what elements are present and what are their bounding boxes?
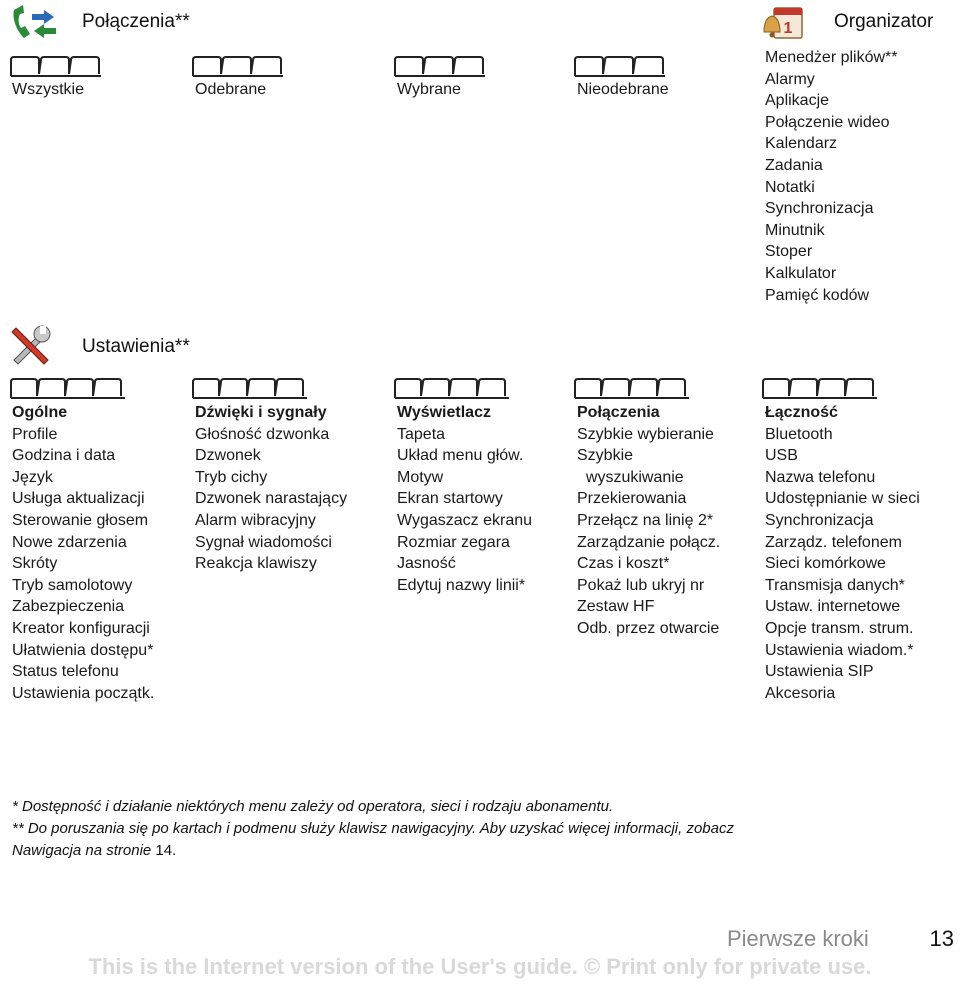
list-item[interactable]: Notatki bbox=[765, 178, 815, 196]
footnote-navigation: ** Do poruszania się po kartach i podmenu służy klawisz nawigacyjny. Aby uzyskać więcej informacji, zobacz bbox=[12, 820, 734, 837]
page-reference: 14. bbox=[155, 842, 177, 859]
list-item[interactable]: Wygaszacz ekranu bbox=[397, 511, 533, 529]
list-item[interactable]: Przełącz na linię 2* bbox=[577, 511, 714, 529]
tab-strip-icon bbox=[762, 376, 878, 398]
list-item[interactable]: Synchronizacja bbox=[765, 200, 874, 218]
list-item[interactable]: Głośność dzwonka bbox=[195, 425, 330, 443]
settings-column-general bbox=[12, 402, 154, 704]
list-item[interactable]: Szybkie bbox=[577, 447, 634, 465]
tab-calls-settings[interactable]: Połączenia bbox=[577, 404, 660, 421]
section-label: Pierwsze kroki bbox=[727, 926, 869, 951]
list-item[interactable]: Szybkie wybieranie bbox=[577, 425, 714, 443]
list-item[interactable]: Udostępnianie w sieci bbox=[765, 490, 920, 508]
list-item[interactable]: Menedżer plików** bbox=[765, 49, 898, 66]
list-item[interactable]: Ustawienia SIP bbox=[765, 663, 874, 681]
tab-strip-icon bbox=[10, 54, 102, 76]
list-item[interactable]: Język bbox=[12, 468, 53, 486]
list-item[interactable]: Nazwa telefonu bbox=[765, 468, 876, 486]
tab-missed[interactable]: Nieodebrane bbox=[577, 81, 669, 98]
list-item[interactable]: Ekran startowy bbox=[397, 490, 503, 508]
list-item[interactable]: Tapeta bbox=[397, 425, 446, 443]
calls-section-title: Połączenia** bbox=[82, 11, 190, 32]
list-item[interactable]: Transmisja danych* bbox=[765, 576, 905, 594]
svg-text:1: 1 bbox=[783, 20, 793, 37]
tab-all[interactable]: Wszystkie bbox=[12, 81, 84, 98]
list-item[interactable]: Zestaw HF bbox=[577, 598, 655, 616]
calendar-bell-icon bbox=[760, 2, 806, 42]
tab-dialed[interactable]: Wybrane bbox=[397, 81, 461, 98]
footnote-navigation-ref bbox=[12, 840, 734, 862]
organizer-section-title: Organizator bbox=[834, 11, 934, 32]
navigation-link-text[interactable]: Nawigacja na stronie bbox=[12, 842, 152, 859]
list-item[interactable]: Opcje transm. strum. bbox=[765, 619, 914, 637]
list-item[interactable]: Dzwonek bbox=[195, 447, 261, 465]
list-item[interactable]: Kalendarz bbox=[765, 135, 838, 153]
list-item[interactable]: Alarmy bbox=[765, 70, 815, 88]
list-item[interactable]: Ustaw. internetowe bbox=[765, 598, 901, 616]
list-item[interactable]: Motyw bbox=[397, 468, 444, 486]
settings-column-display bbox=[397, 402, 532, 596]
settings-column-sounds bbox=[195, 402, 347, 575]
settings-column-calls bbox=[577, 402, 720, 640]
watermark-notice: This is the Internet version of the User's guide. © Print only for private use. bbox=[88, 954, 872, 979]
list-item[interactable]: Sterowanie głosem bbox=[12, 511, 149, 529]
list-item[interactable]: Rozmiar zegara bbox=[397, 533, 510, 551]
list-item[interactable]: Alarm wibracyjny bbox=[195, 511, 316, 529]
list-item[interactable]: Zadania bbox=[765, 156, 823, 174]
list-item[interactable]: Zabezpieczenia bbox=[12, 598, 125, 616]
list-item[interactable]: Odb. przez otwarcie bbox=[577, 619, 720, 637]
tab-connectivity[interactable]: Łączność bbox=[765, 404, 838, 421]
list-item[interactable]: Przekierowania bbox=[577, 490, 687, 508]
list-item[interactable]: Nowe zdarzenia bbox=[12, 533, 127, 551]
list-item[interactable]: Tryb samolotowy bbox=[12, 576, 133, 594]
list-item[interactable]: Usługa aktualizacji bbox=[12, 490, 145, 508]
list-item[interactable]: Synchronizacja bbox=[765, 511, 874, 529]
list-item[interactable]: Edytuj nazwy linii* bbox=[397, 576, 526, 594]
tab-strip-icon bbox=[574, 54, 666, 76]
list-item[interactable]: Aplikacje bbox=[765, 92, 830, 110]
list-item[interactable]: Ustawienia początk. bbox=[12, 684, 155, 702]
list-item[interactable]: Połączenie wideo bbox=[765, 113, 890, 131]
list-item[interactable]: Układ menu głów. bbox=[397, 447, 524, 465]
tab-sounds[interactable]: Dźwięki i sygnały bbox=[195, 404, 327, 421]
list-item[interactable]: USB bbox=[765, 447, 798, 465]
list-item[interactable]: Zarządz. telefonem bbox=[765, 533, 902, 551]
page-number: 13 bbox=[929, 926, 954, 951]
list-item[interactable]: Stoper bbox=[765, 243, 813, 261]
tab-strip-icon bbox=[192, 376, 308, 398]
tab-strip-icon bbox=[10, 376, 126, 398]
list-item[interactable]: Dzwonek narastający bbox=[195, 490, 348, 508]
list-item[interactable]: Status telefonu bbox=[12, 663, 119, 681]
settings-section-title: Ustawienia** bbox=[82, 336, 190, 357]
list-item[interactable]: Sieci komórkowe bbox=[765, 555, 886, 573]
tab-display[interactable]: Wyświetlacz bbox=[397, 404, 491, 421]
phone-arrows-icon bbox=[10, 4, 58, 42]
list-item[interactable]: Minutnik bbox=[765, 221, 825, 239]
list-item[interactable]: Ustawienia wiadom.* bbox=[765, 641, 914, 659]
list-item[interactable]: Sygnał wiadomości bbox=[195, 533, 332, 551]
list-item[interactable]: Kalkulator bbox=[765, 264, 837, 282]
footnotes bbox=[12, 796, 734, 862]
tab-strip-icon bbox=[394, 376, 510, 398]
footnote-availability: * Dostępność i działanie niektórych menu zależy od operatora, sieci i rodzaju abonamentu. bbox=[12, 798, 614, 815]
tab-strip-icon bbox=[192, 54, 284, 76]
list-item[interactable]: Akcesoria bbox=[765, 684, 836, 702]
list-item[interactable]: Kreator konfiguracji bbox=[12, 619, 150, 637]
list-item[interactable]: Czas i koszt* bbox=[577, 555, 670, 573]
list-item[interactable]: Bluetooth bbox=[765, 425, 833, 443]
list-item[interactable]: Reakcja klawiszy bbox=[195, 555, 317, 573]
list-item[interactable]: Skróty bbox=[12, 555, 58, 573]
list-item[interactable]: Zarządzanie połącz. bbox=[577, 533, 721, 551]
tab-general[interactable]: Ogólne bbox=[12, 404, 68, 421]
tools-icon bbox=[8, 324, 54, 366]
list-item[interactable]: Jasność bbox=[397, 555, 456, 573]
settings-column-connectivity bbox=[765, 402, 920, 704]
tab-strip-icon bbox=[574, 376, 690, 398]
organizer-menu-list bbox=[765, 47, 898, 306]
tab-received[interactable]: Odebrane bbox=[195, 81, 267, 98]
tab-strip-icon bbox=[394, 54, 486, 76]
list-item[interactable]: Profile bbox=[12, 425, 58, 443]
list-item[interactable]: Ułatwienia dostępu* bbox=[12, 641, 154, 659]
list-item[interactable]: Tryb cichy bbox=[195, 468, 268, 486]
list-item[interactable]: Godzina i data bbox=[12, 447, 116, 465]
list-item[interactable]: Pamięć kodów bbox=[765, 286, 870, 304]
list-item[interactable]: wyszukiwanie bbox=[577, 468, 684, 486]
list-item[interactable]: Pokaż lub ukryj nr bbox=[577, 576, 705, 594]
